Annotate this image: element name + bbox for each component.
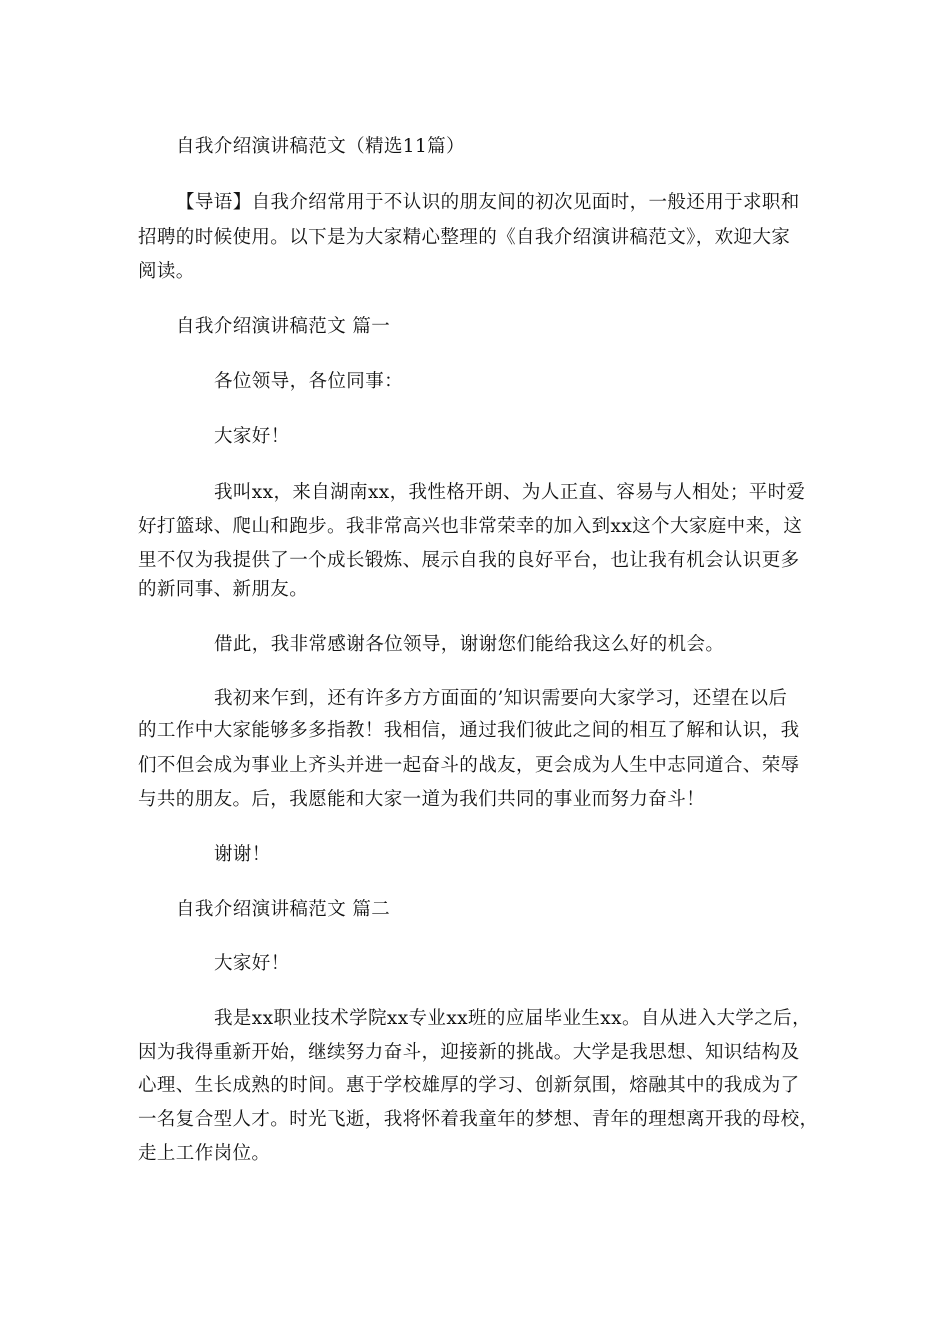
section2-heading: 自我介绍演讲稿范文 篇二 [176,899,391,920]
section1-para1-line-2: 好打篮球、爬山和跑步。我非常高兴也非常荣幸的加入到xx这个大家庭中来，这 [138,516,803,537]
document-title: 自我介绍演讲稿范文（精选11篇） [176,136,465,157]
section2-para1-line-5: 走上工作岗位。 [138,1143,271,1164]
section1-greeting: 大家好！ [214,426,290,447]
section2-greeting: 大家好！ [214,953,290,974]
section2-para1-line-3: 心理、生长成熟的时间。惠于学校雄厚的学习、创新氛围，熔融其中的我成为了 [138,1075,800,1096]
section1-closing: 谢谢！ [214,844,271,865]
section1-para1-line-1: 我叫xx，来自湖南xx，我性格开朗、为人正直、容易与人相处；平时爱 [214,482,806,503]
intro-line-1: 【导语】自我介绍常用于不认识的朋友间的初次见面时，一般还用于求职和 [176,192,800,213]
intro-line-2: 招聘的时候使用。以下是为大家精心整理的《自我介绍演讲稿范文》，欢迎大家 [138,227,791,248]
section1-para3-line-3: 们不但会成为事业上齐头并进一起奋斗的战友，更会成为人生中志同道合、荣辱 [138,755,800,776]
section2-para1-line-1: 我是xx职业技术学院xx专业xx班的应届毕业生xx。自从进入大学之后， [214,1008,811,1029]
intro-line-3: 阅读。 [138,261,195,282]
section1-para3-line-2: 的工作中大家能够多多指教！我相信，通过我们彼此之间的相互了解和认识，我 [138,720,800,741]
section2-para1-line-2: 因为我得重新开始，继续努力奋斗，迎接新的挑战。大学是我思想、知识结构及 [138,1042,800,1063]
section1-heading: 自我介绍演讲稿范文 篇一 [176,316,391,337]
section1-para3-line-1: 我初来乍到，还有许多方方面面的’知识需要向大家学习，还望在以后 [214,688,788,709]
section1-para2: 借此，我非常感谢各位领导，谢谢您们能给我这么好的机会。 [214,634,725,655]
section1-salutation: 各位领导，各位同事： [214,371,404,392]
section1-para1-line-3: 里不仅为我提供了一个成长锻炼、展示自我的良好平台，也让我有机会认识更多 [138,550,800,571]
section1-para1-line-4: 的新同事、新朋友。 [138,579,309,600]
section2-para1-line-4: 一名复合型人才。时光飞逝，我将怀着我童年的梦想、青年的理想离开我的母校， [138,1109,819,1130]
section1-para3-line-4: 与共的朋友。后，我愿能和大家一道为我们共同的事业而努力奋斗！ [138,789,706,810]
